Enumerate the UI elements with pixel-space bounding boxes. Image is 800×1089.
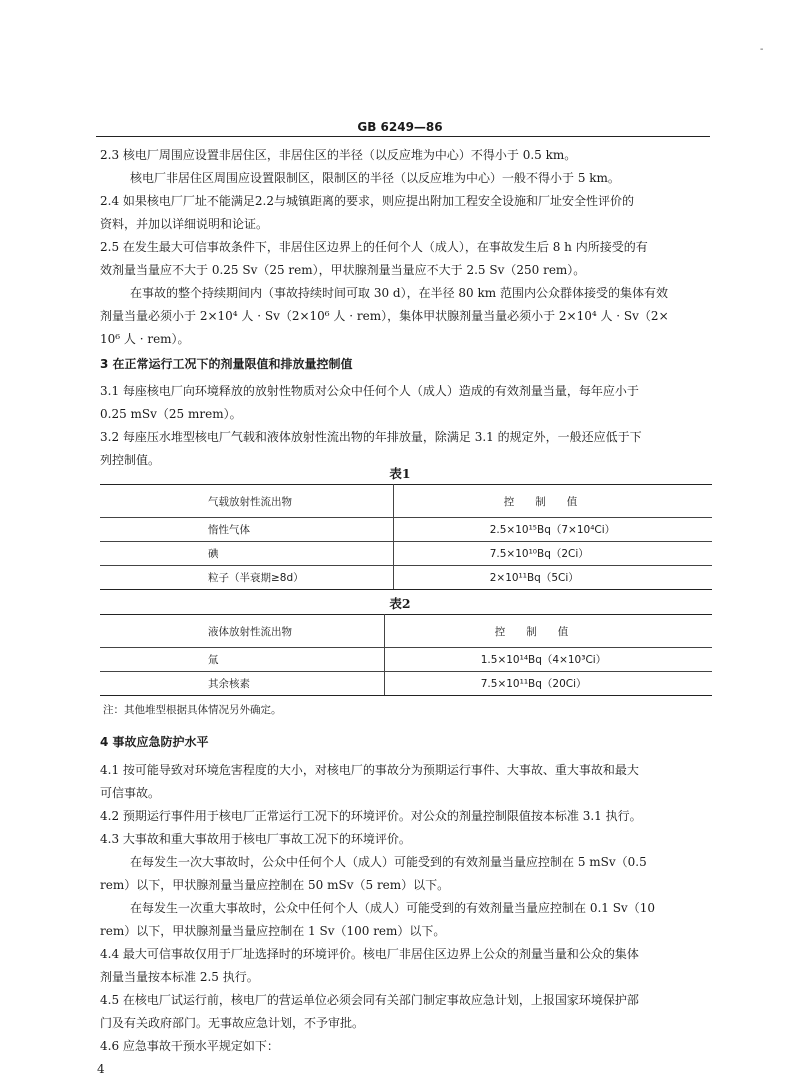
table-row	[100, 566, 712, 590]
paragraph: 3.2 每座压水堆型核电厂气载和液体放射性流出物的年排放量，除满足 3.1 的规定外，一般还应低于下	[100, 430, 642, 444]
paragraph: 4.4 最大可信事故仅用于厂址选择时的环境评价。核电厂非居住区边界上公众的剂量当量和公众的集体	[100, 947, 639, 961]
table-airborne-effluents	[100, 484, 712, 590]
table-caption: 表1	[389, 466, 411, 481]
table-cell: 氚	[100, 648, 384, 672]
table-cell: 2×10¹¹Bq（5Ci）	[393, 566, 712, 590]
table-row	[100, 672, 712, 696]
paragraph: 效剂量当量应不大于 0.25 Sv（25 rem），甲状腺剂量当量应不大于 2.5 Sv（250 rem）。	[100, 263, 586, 277]
paragraph: 4.2 预期运行事件用于核电厂正常运行工况下的环境评价。对公众的剂量控制限值按本标准 3.1 执行。	[100, 809, 642, 823]
table-row	[100, 518, 712, 542]
table-cell: 惰性气体	[100, 518, 393, 542]
scan-mark: -	[760, 44, 764, 55]
paragraph: 3.1 每座核电厂向环境释放的放射性物质对公众中任何个人（成人）造成的有效剂量当量，每年应小于	[100, 384, 639, 398]
paragraph: 0.25 mSv（25 mrem）。	[100, 407, 242, 421]
paragraph: 门及有关政府部门。无事故应急计划，不予审批。	[100, 1016, 365, 1030]
table-header-row	[100, 615, 712, 648]
table-note: 注：其他堆型根据具体情况另外确定。	[103, 704, 282, 716]
paragraph: 在每发生一次重大事故时，公众中任何个人（成人）可能受到的有效剂量当量应控制在 0.1 Sv（10	[130, 901, 655, 915]
paragraph: 资料，并加以详细说明和论证。	[100, 217, 269, 231]
paragraph: 核电厂非居住区周围应设置限制区，限制区的半径（以反应堆为中心）一般不得小于 5 km。	[130, 171, 620, 185]
table-row	[100, 648, 712, 672]
paragraph: 4.1 按可能导致对环境危害程度的大小，对核电厂的事故分为预期运行事件、大事故、重大事故和最大	[100, 763, 639, 777]
table-header-cell: 控 制 值	[384, 615, 712, 648]
table-row	[100, 542, 712, 566]
page-header: GB 6249—86	[357, 120, 443, 134]
page-number: 4	[97, 1062, 105, 1076]
table-liquid-effluents	[100, 614, 712, 696]
table-cell: 7.5×10¹¹Bq（20Ci）	[384, 672, 712, 696]
paragraph: 4.3 大事故和重大事故用于核电厂事故工况下的环境评价。	[100, 832, 411, 846]
paragraph: 列控制值。	[100, 453, 161, 467]
table-header-cell: 气载放射性流出物	[100, 485, 393, 518]
table-header-cell: 控 制 值	[393, 485, 712, 518]
paragraph: 剂量当量必须小于 2×10⁴ 人 · Sv（2×10⁶ 人 · rem），集体甲状腺剂量当量必须小于 2×10⁴ 人 · Sv（2×	[100, 309, 669, 323]
table-cell: 7.5×10¹⁰Bq（2Ci）	[393, 542, 712, 566]
paragraph: 在事故的整个持续期间内（事故持续时间可取 30 d），在半径 80 km 范围内公众群体接受的集体有效	[130, 286, 668, 300]
paragraph: 2.4 如果核电厂厂址不能满足2.2与城镇距离的要求，则应提出附加工程安全设施和厂址安全性评价的	[100, 194, 634, 208]
paragraph: 2.5 在发生最大可信事故条件下，非居住区边界上的任何个人（成人），在事故发生后 8 h 内所接受的有	[100, 240, 648, 254]
table-header-cell: 液体放射性流出物	[100, 615, 384, 648]
paragraph: rem）以下，甲状腺剂量当量应控制在 50 mSv（5 rem）以下。	[100, 878, 450, 892]
table-cell: 碘	[100, 542, 393, 566]
table-caption: 表2	[389, 596, 411, 611]
table-cell: 2.5×10¹⁵Bq（7×10⁴Ci）	[393, 518, 712, 542]
table-cell: 1.5×10¹⁴Bq（4×10³Ci）	[384, 648, 712, 672]
paragraph: 在每发生一次大事故时，公众中任何个人（成人）可能受到的有效剂量当量应控制在 5 mSv（0.5	[130, 855, 647, 869]
header-rule	[96, 136, 710, 137]
paragraph: rem）以下，甲状腺剂量当量应控制在 1 Sv（100 rem）以下。	[100, 924, 446, 938]
paragraph: 2.3 核电厂周围应设置非居住区，非居住区的半径（以反应堆为中心）不得小于 0.5 km。	[100, 148, 577, 162]
paragraph: 4.6 应急事故干预水平规定如下：	[100, 1039, 279, 1053]
table-cell: 粒子（半衰期≥8d）	[100, 566, 393, 590]
section-heading: 3 在正常运行工况下的剂量限值和排放量控制值	[100, 357, 353, 371]
paragraph: 可信事故。	[100, 786, 161, 800]
paragraph: 4.5 在核电厂试运行前，核电厂的营运单位必须会同有关部门制定事故应急计划，上报国家环境保护部	[100, 993, 639, 1007]
table-cell: 其余核素	[100, 672, 384, 696]
section-heading: 4 事故应急防护水平	[100, 735, 209, 749]
paragraph: 剂量当量按本标准 2.5 执行。	[100, 970, 259, 984]
paragraph: 10⁶ 人 · rem）。	[100, 332, 190, 346]
table-header-row	[100, 485, 712, 518]
